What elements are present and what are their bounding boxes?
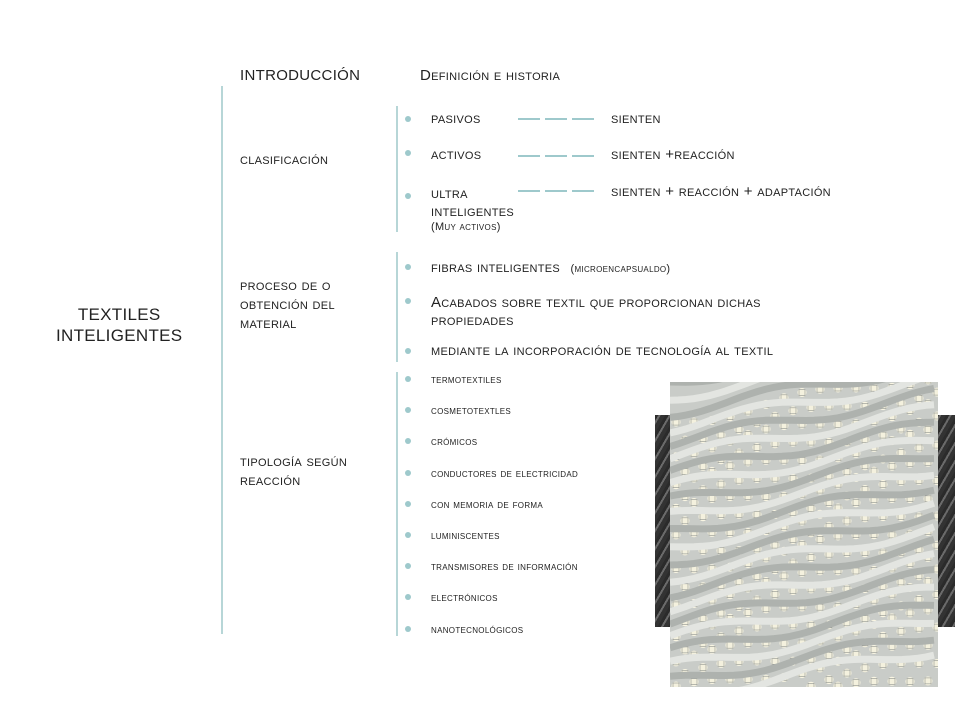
- root-title-line2: INTELIGENTES: [56, 326, 183, 345]
- connector-dash: [545, 118, 567, 120]
- intro-desc: Definición e historia: [420, 67, 561, 84]
- clasificacion-ultra-result: sienten + reacción + adaptación: [611, 183, 831, 200]
- bullet: [405, 348, 411, 354]
- connector-dash: [545, 190, 567, 192]
- clasificacion-pasivos: pasivos: [431, 110, 481, 127]
- tipologia-item: termotextiles: [431, 372, 502, 386]
- proceso-item-acabados: [431, 294, 761, 330]
- tipologia-label-line1: tipología según: [240, 453, 348, 470]
- proceso-item-fibras-text: fibras inteligentes: [431, 259, 561, 276]
- connector-dash: [572, 118, 594, 120]
- bullet: [405, 532, 411, 538]
- clasificacion-activos-result: sienten +reacción: [611, 146, 735, 163]
- led-textile-photo: [670, 382, 938, 687]
- connector-dash: [518, 155, 540, 157]
- clasificacion-pasivos-result: sienten: [611, 110, 661, 127]
- clasificacion-activos: activos: [431, 146, 482, 163]
- tipologia-item: crómicos: [431, 434, 478, 449]
- proceso-bracket-line: [396, 252, 398, 362]
- proceso-label-line3: material: [240, 315, 297, 332]
- root-title-line1: TEXTILES: [77, 305, 161, 324]
- tipologia-label: [240, 452, 347, 490]
- tipologia-item: transmisores de información: [431, 559, 578, 574]
- bullet: [405, 626, 411, 632]
- connector-dash: [572, 155, 594, 157]
- tipologia-item: nanotecnológicos: [431, 621, 524, 636]
- clasificacion-ultra-note: (Muy activos): [431, 221, 501, 233]
- proceso-item-acabados-line1: Acabados sobre textil que proporcionan dichas: [431, 294, 761, 311]
- clasificacion-label: clasificación: [240, 151, 329, 168]
- main-bracket-line: [221, 86, 223, 634]
- proceso-item-tecnologia: mediante la incorporación de tecnología al textil: [431, 342, 774, 359]
- bullet: [405, 264, 411, 270]
- proceso-item-acabados-line2: propiedades: [431, 312, 514, 329]
- bullet: [405, 594, 411, 600]
- proceso-label-line1: proceso de o: [240, 277, 331, 294]
- proceso-item-fibras-note: (microencapsualdo): [570, 263, 671, 275]
- connector-dash: [518, 118, 540, 120]
- connector-dash: [572, 190, 594, 192]
- proceso-label: [240, 276, 335, 333]
- tipologia-bracket-line: [396, 372, 398, 636]
- bullet: [405, 501, 411, 507]
- bullet: [405, 407, 411, 413]
- clasificacion-ultra: [431, 185, 514, 221]
- tipologia-item: luminiscentes: [431, 528, 500, 542]
- clasificacion-bracket-line: [396, 106, 398, 232]
- bullet: [405, 376, 411, 382]
- tipologia-label-line2: reacción: [240, 472, 301, 489]
- tipologia-item: con memoria de forma: [431, 496, 544, 511]
- bullet: [405, 150, 411, 156]
- clasificacion-ultra-line2: inteligentes: [431, 203, 515, 220]
- led-textile-image: [670, 382, 938, 687]
- bullet: [405, 563, 411, 569]
- bullet: [405, 438, 411, 444]
- intro-label: INTRODUCCIÓN: [240, 67, 361, 84]
- proceso-label-line2: obtención del: [240, 296, 335, 313]
- bullet: [405, 116, 411, 122]
- tipologia-item: cosmetotextles: [431, 403, 512, 418]
- connector-dash: [545, 155, 567, 157]
- bullet: [405, 193, 411, 199]
- bullet: [405, 298, 411, 304]
- root-title: [56, 304, 182, 346]
- connector-dash: [518, 190, 540, 192]
- bullet: [405, 470, 411, 476]
- tipologia-item: electrónicos: [431, 590, 498, 605]
- proceso-item-fibras: [431, 259, 670, 278]
- clasificacion-ultra-line1: ultra: [431, 185, 468, 202]
- tipologia-item: conductores de electricidad: [431, 465, 579, 480]
